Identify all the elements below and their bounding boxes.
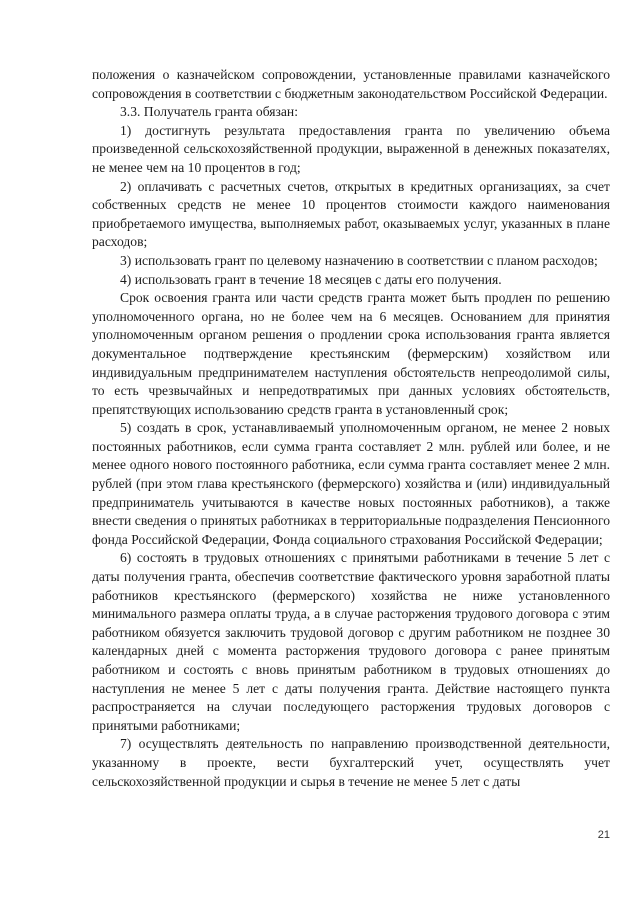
paragraph-extension-terms: Срок освоения гранта или части средств гранта может быть продлен по решению уполномоченного органа, но не более чем на 6 месяцев. Основанием для принятия уполномоченным органом решения о продлении срока использования гранта является документальное подтверждение крестьянским (фермерским) хозяйством или индивидуальным предпринимателем наступления обстоятельств непреодолимой силы, то есть чрезвычайных и непредотвратимых при данных условиях обстоятельств, препятствующих использованию средств гранта в установленный срок; [92,290,610,417]
paragraph-continuation: положения о казначейском сопровождении, установленные правилами казначейского сопровождения в соответствии с бюджетным законодательством Российской Федерации. [92,67,610,101]
paragraph-item-7: 7) осуществлять деятельность по направлению производственной деятельности, указанному в проекте, вести бухгалтерский учет, осуществлять учет сельскохозяйственной продукции и сырья в течение не менее 5 лет с даты [92,736,610,789]
paragraph-item-6: 6) состоять в трудовых отношениях с принятыми работниками в течение 5 лет с даты получения гранта, обеспечив соответствие фактического уровня заработной платы работников крестьянского (фермерского) хозяйства не ниже установленного минимального размера оплаты труда, а в случае расторжения трудового договора с этим работником обязуется заключить трудовой договор с другим работником не позднее 30 календарных дней с момента расторжения трудового договора с ранее принятым работником и состоять с вновь принятым работником в трудовых отношениях до наступления не менее 5 лет с даты получения гранта. Действие настоящего пункта распространяется на случаи последующего расторжения трудовых договоров с принятыми работниками; [92,550,610,733]
paragraph-item-5: 5) создать в срок, устанавливаемый уполномоченным органом, не менее 2 новых постоянных работников, если сумма гранта составляет 2 млн. рублей или более, и не менее одного нового постоянного работника, если сумма гранта составляет менее 2 млн. рублей (при этом глава крестьянского (фермерского) хозяйства и (или) индивидуальный предприниматель учитываются в качестве новых постоянных работников), а также внести сведения о принятых работниках в территориальные подразделения Пенсионного фонда Российской Федерации, Фонда социального страхования Российской Федерации; [92,420,610,547]
paragraph-item-2: 2) оплачивать с расчетных счетов, открытых в кредитных организациях, за счет собственных средств не менее 10 процентов стоимости каждого наименования приобретаемого имущества, выполняемых работ, оказываемых услуг, указанных в плане расходов; [92,178,610,250]
paragraph-item-4: 4) использовать грант в течение 18 месяцев с даты его получения. [120,271,502,287]
paragraph-item-1: 1) достигнуть результата предоставления гранта по увеличению объема произведенной сельскохозяйственной продукции, выраженной в денежных показателях, не менее чем на 10 процентов в год; [92,122,610,175]
paragraph-item-3: 3) использовать грант по целевому назначению в соответствии с планом расходов; [120,252,598,268]
paragraph-section-3-3: 3.3. Получатель гранта обязан: [120,104,298,120]
page-number: 21 [597,829,610,842]
